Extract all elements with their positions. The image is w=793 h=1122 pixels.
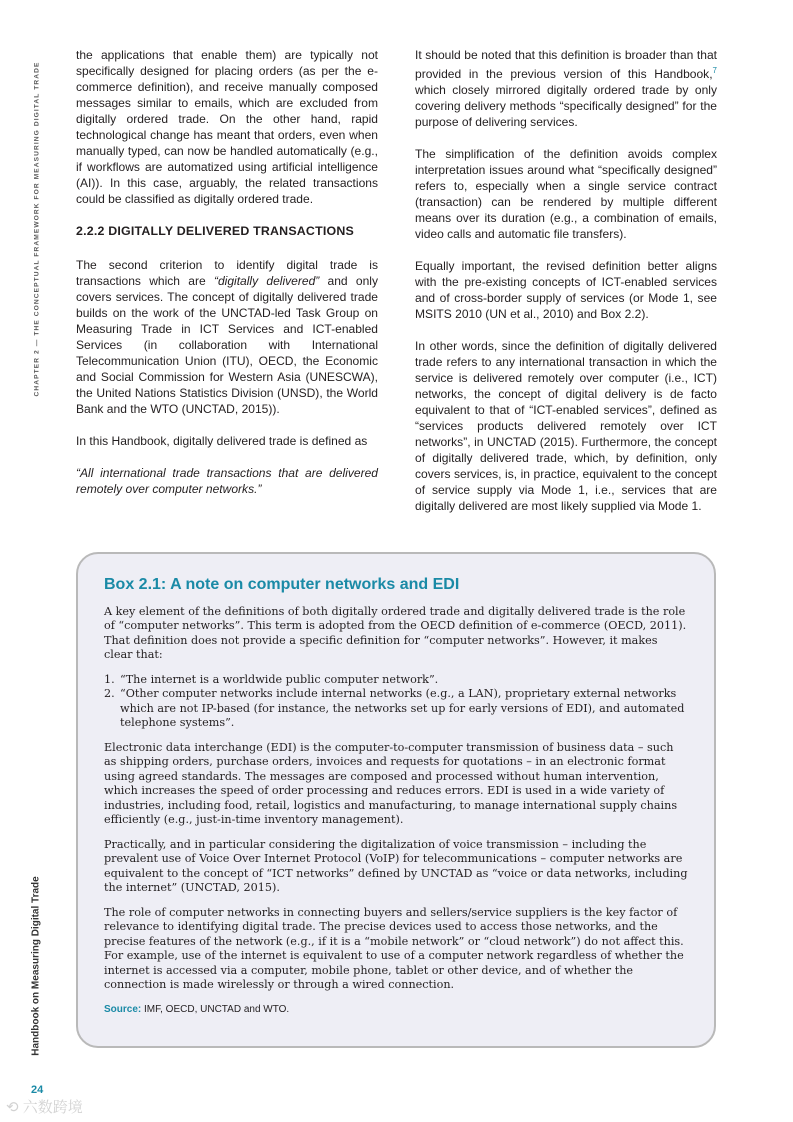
handbook-label: Handbook on Measuring Digital Trade	[30, 876, 42, 1056]
right-paragraph-3: Equally important, the revised definition better aligns with the pre-existing concepts of ICT-enabled services and of cross-border supply of services (or Mode 1, see MSITS 2010 (UN et al., 2010) and Box 2.2).	[415, 259, 717, 322]
left-paragraph-3: In this Handbook, digitally delivered trade is defined as	[76, 434, 368, 448]
footnote-link[interactable]: 7	[712, 66, 717, 75]
chapter-sidebar	[30, 48, 44, 410]
source-label: Source:	[104, 1003, 142, 1015]
box-list	[104, 673, 688, 731]
right-column	[415, 47, 717, 530]
section-heading: 2.2.2 DIGITALLY DELIVERED TRANSACTIONS	[76, 224, 354, 238]
watermark-logo: ⟲ 六数跨境	[6, 1099, 83, 1116]
list-item: 1. “The internet is a worldwide public computer network”.	[104, 672, 439, 686]
box-source	[104, 1003, 688, 1018]
right-paragraph-4: In other words, since the definition of digitally delivered trade refers to any international transaction in which the service is delivered remotely over computer (i.e., ICT) networks, the concept of digital delivery is de facto equivalent to that of “ICT-enabled services”, defined as “services products delivered remotely over ICT networks”, in UNCTAD (2015). Furthermore, the concept of digitally delivered trade, which, by definition, only covers services, is, in practice, equivalent to the concept of service supply via Mode 1, i.e., services that are digitally delivered are most likely supplied via Mode 1.	[415, 339, 717, 514]
right-paragraph-1: It should be noted that this definition is broader than that provided in the previous version of this Handbook,$^7$ which closely mirrored digitally ordered trade by only covering delivery methods “specifically designed” for the purpose of delivering services.	[415, 48, 717, 130]
right-paragraph-2: The simplification of the definition avoids complex interpretation issues around what “specifically designed” refers to, especially when a single service contract (transaction) can be rendered by multiple different means over its duration (e.g., a combination of emails, video calls and automatic file transfers).	[415, 147, 717, 242]
box-title: Box 2.1: A note on computer networks and EDI	[104, 576, 460, 593]
list-item: 2. “Other computer networks include internal networks (e.g., a LAN), proprietary external networks which are not IP-based (for instance, the networks set up for early versions of EDI), and automated telephone systems”.	[104, 687, 685, 729]
definition-quote: “All international trade transactions that are delivered remotely over computer networks.”	[76, 466, 378, 496]
box-intro: A key element of the definitions of both digitally ordered trade and digitally delivered trade is the role of “computer networks”. This term is adopted from the OECD definition of e-commerce (OECD, 2011). That definition does not provide a specific definition for “computer networks”. However, it makes clear that:	[104, 604, 687, 661]
box-2-1	[76, 552, 716, 1048]
box-paragraph-role: The role of computer networks in connecting buyers and sellers/service suppliers is the key factor of relevance to identifying digital trade. The precise devices used to access those networks, and the precise features of the network (e.g., if it is a “mobile network” or “cloud network”) do not affect this. For example, use of the internet is equivalent to use of a computer network regardless of whether the internet is accessed via a computer, mobile phone, tablet or other device, and of whether the connection is made wirelessly or through a wired connection.	[104, 905, 684, 991]
chapter-label: CHAPTER 2 — THE CONCEPTUAL FRAMEWORK FOR MEASURING DIGITAL TRADE	[33, 61, 41, 397]
box-paragraph-voip: Practically, and in particular considering the digitalization of voice transmission – including the prevalent use of Voice Over Internet Protocol (VoIP) for telecommunications – computer networks are equivalent to the concept of “ICT networks” defined by UNCTAD as “voice or data networks, including the internet” (UNCTAD, 2015).	[104, 837, 688, 894]
page-number: 24	[31, 1084, 44, 1096]
handbook-sidebar	[28, 878, 44, 1054]
left-column	[76, 47, 378, 513]
emphasis-digitally-delivered: “digitally delivered”	[213, 274, 320, 288]
box-paragraph-edi: Electronic data interchange (EDI) is the computer-to-computer transmission of business data – such as shipping orders, purchase orders, invoices and requests for quotations – in an electronic format using agreed standards. The messages are composed and processed without human intervention, which increases the speed of order processing and reduces errors. EDI is used in a wide variety of industries, including food, retail, logistics and manufacturing, to manage international supply chains efficiently (e.g., just-in-time inventory management).	[104, 740, 678, 826]
left-paragraph-1: the applications that enable them) are typically not specifically designed for placing orders (as per the e-commerce definition), and receive manually composed messages similar to emails, which are excluded from digitally ordered trade. On the other hand, rapid technological change has meant that orders, even when manually typed, can now be handled automatically (e.g., if workflows are automatized using artificial intelligence (AI)). In this case, arguably, the related transactions could be classified as digitally ordered trade.	[76, 48, 378, 206]
left-paragraph-2: The second criterion to identify digital trade is transactions which are “digitally delivered” and only covers services. The concept of digitally delivered trade builds on the work of the UNCTAD-led Task Group on Measuring Trade in ICT Services and ICT-enabled Services (in collaboration with International Telecommunication Union (ITU), OECD, the Economic and Social Commission for Western Asia (UNESCWA), the United Nations Statistics Division (UNSD), the World Bank and the WTO (UNCTAD, 2015)).	[76, 258, 378, 416]
source-text: IMF, OECD, UNCTAD and WTO.	[141, 1003, 290, 1015]
